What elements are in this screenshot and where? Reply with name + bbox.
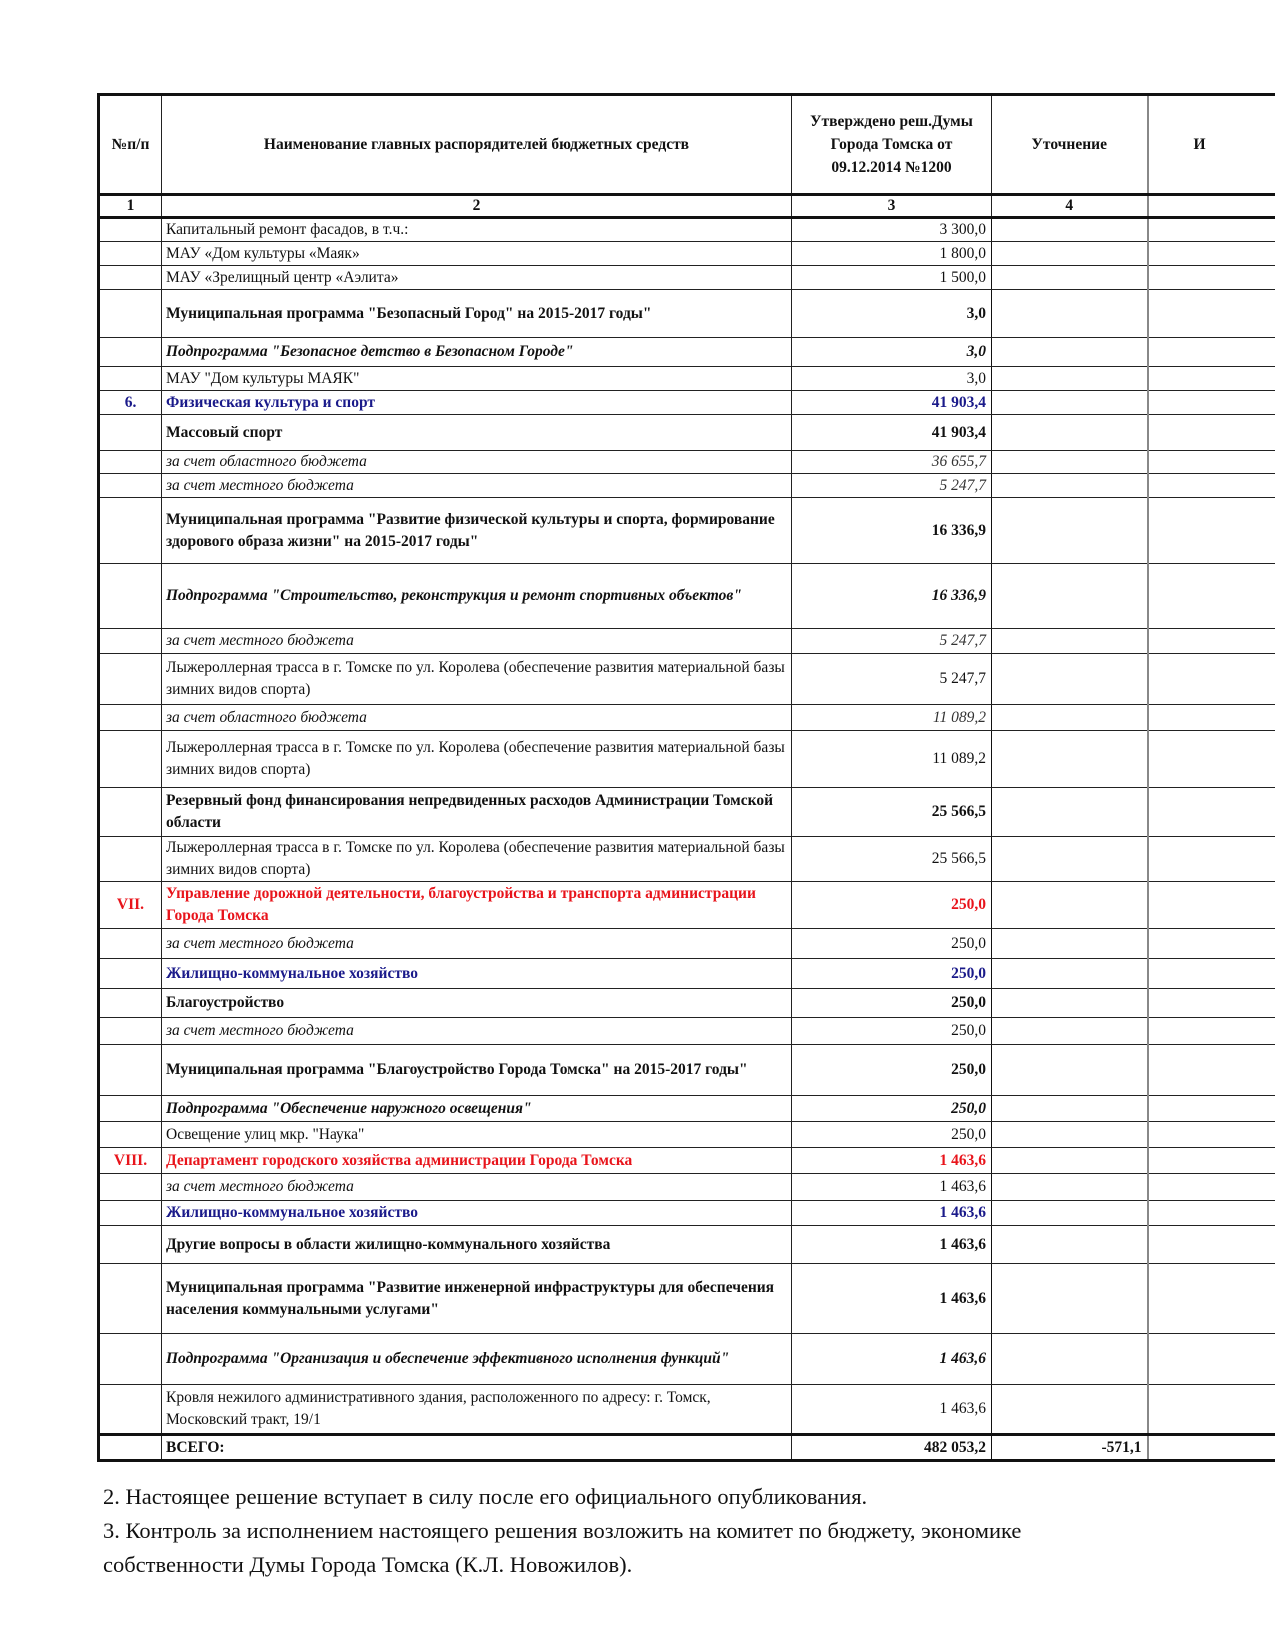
- row-name: Подпрограмма "Организация и обеспечение эффективного исполнения функций": [162, 1334, 792, 1385]
- row-total-value: [1148, 989, 1275, 1018]
- column-number: 1: [99, 195, 162, 218]
- row-number: [99, 1226, 162, 1264]
- row-refinement-value: [992, 338, 1148, 367]
- row-name: Лыжероллерная трасса в г. Томске по ул. Королева (обеспечение развития материальной базы зимних видов спорта): [162, 837, 792, 882]
- row-refinement-value: [992, 498, 1148, 564]
- row-number: [99, 837, 162, 882]
- table-row: [99, 989, 1275, 1018]
- row-number: [99, 451, 162, 474]
- row-approved-value: 11 089,2: [792, 705, 992, 731]
- row-refinement-value: [992, 1226, 1148, 1264]
- table-row: [99, 564, 1275, 629]
- row-total-value: [1148, 242, 1275, 266]
- row-total-value: [1148, 218, 1275, 242]
- row-refinement-value: [992, 1045, 1148, 1096]
- row-approved-value: 1 500,0: [792, 266, 992, 290]
- row-approved-value: 41 903,4: [792, 415, 992, 451]
- row-approved-value: 1 800,0: [792, 242, 992, 266]
- table-row: [99, 451, 1275, 474]
- header-refinement: Уточнение: [992, 95, 1148, 195]
- row-approved-value: 11 089,2: [792, 731, 992, 788]
- row-name: Резервный фонд финансирования непредвиденных расходов Администрации Томской области: [162, 788, 792, 837]
- row-number: [99, 1334, 162, 1385]
- row-refinement-value: [992, 218, 1148, 242]
- row-approved-value: 16 336,9: [792, 564, 992, 629]
- header-total-truncated: И: [1148, 95, 1275, 195]
- table-row: [99, 1045, 1275, 1096]
- row-refinement-value: [992, 929, 1148, 959]
- row-refinement-value: [992, 1122, 1148, 1148]
- row-approved-value: 250,0: [792, 929, 992, 959]
- table-row: [99, 882, 1275, 929]
- table-row: [99, 1174, 1275, 1201]
- row-number: [99, 415, 162, 451]
- footer-paragraph-2: 2. Настоящее решение вступает в силу после его официального опубликования.: [103, 1484, 868, 1509]
- column-number: [1148, 195, 1275, 218]
- row-number: [99, 290, 162, 338]
- row-total-value: [1148, 367, 1275, 391]
- table-row: [99, 1264, 1275, 1334]
- table-row: [99, 929, 1275, 959]
- row-refinement-value: [992, 451, 1148, 474]
- row-number: [99, 266, 162, 290]
- row-total-value: [1148, 564, 1275, 629]
- row-name: Лыжероллерная трасса в г. Томске по ул. Королева (обеспечение развития материальной базы зимних видов спорта): [162, 654, 792, 705]
- row-refinement-value: [992, 731, 1148, 788]
- total-approved: 482 053,2: [792, 1435, 992, 1461]
- row-approved-value: 250,0: [792, 1122, 992, 1148]
- column-number: 2: [162, 195, 792, 218]
- table-row: [99, 367, 1275, 391]
- row-refinement-value: [992, 242, 1148, 266]
- row-refinement-value: [992, 629, 1148, 654]
- row-name: за счет местного бюджета: [162, 629, 792, 654]
- table-row: [99, 1122, 1275, 1148]
- row-name: за счет местного бюджета: [162, 929, 792, 959]
- row-total-value: [1148, 266, 1275, 290]
- row-number: [99, 1045, 162, 1096]
- row-approved-value: 250,0: [792, 989, 992, 1018]
- row-approved-value: 5 247,7: [792, 629, 992, 654]
- row-number: [99, 1122, 162, 1148]
- row-name: МАУ «Дом культуры «Маяк»: [162, 242, 792, 266]
- row-refinement-value: [992, 367, 1148, 391]
- row-number: [99, 1201, 162, 1226]
- row-number: [99, 788, 162, 837]
- table-row: [99, 218, 1275, 242]
- column-number-row: [99, 195, 1275, 218]
- row-number: [99, 367, 162, 391]
- row-number: [99, 1264, 162, 1334]
- row-number: [99, 498, 162, 564]
- table-row: [99, 266, 1275, 290]
- footer-paragraph-3-continuation: собственности Думы Города Томска (К.Л. Новожилов).: [103, 1552, 633, 1577]
- table-row: [99, 498, 1275, 564]
- row-refinement-value: [992, 705, 1148, 731]
- row-refinement-value: [992, 882, 1148, 929]
- table-row: [99, 338, 1275, 367]
- table-row: [99, 629, 1275, 654]
- row-name: Подпрограмма "Обеспечение наружного освещения": [162, 1096, 792, 1122]
- row-name: Капитальный ремонт фасадов, в т.ч.:: [162, 218, 792, 242]
- row-refinement-value: [992, 474, 1148, 498]
- total-number: [99, 1435, 162, 1461]
- row-number: 6.: [99, 391, 162, 415]
- row-refinement-value: [992, 989, 1148, 1018]
- row-number: [99, 1174, 162, 1201]
- row-approved-value: 250,0: [792, 1045, 992, 1096]
- row-approved-value: 3,0: [792, 338, 992, 367]
- row-number: [99, 1385, 162, 1435]
- row-approved-value: 36 655,7: [792, 451, 992, 474]
- row-total-value: [1148, 474, 1275, 498]
- table-row: [99, 1226, 1275, 1264]
- row-total-value: [1148, 338, 1275, 367]
- row-number: VII.: [99, 882, 162, 929]
- row-refinement-value: [992, 1264, 1148, 1334]
- row-total-value: [1148, 1334, 1275, 1385]
- row-total-value: [1148, 837, 1275, 882]
- row-approved-value: 250,0: [792, 959, 992, 989]
- table-row: [99, 788, 1275, 837]
- row-refinement-value: [992, 654, 1148, 705]
- budget-table: [97, 93, 1275, 1462]
- row-approved-value: 25 566,5: [792, 788, 992, 837]
- row-total-value: [1148, 415, 1275, 451]
- row-total-value: [1148, 1122, 1275, 1148]
- row-refinement-value: [992, 266, 1148, 290]
- table-row: [99, 959, 1275, 989]
- row-approved-value: 1 463,6: [792, 1201, 992, 1226]
- row-total-value: [1148, 788, 1275, 837]
- row-refinement-value: [992, 837, 1148, 882]
- row-approved-value: 250,0: [792, 1018, 992, 1045]
- row-name: Благоустройство: [162, 989, 792, 1018]
- total-row: [99, 1435, 1275, 1461]
- table-row: [99, 474, 1275, 498]
- row-number: [99, 731, 162, 788]
- row-approved-value: 25 566,5: [792, 837, 992, 882]
- row-refinement-value: [992, 415, 1148, 451]
- table-row: [99, 1334, 1275, 1385]
- row-name: Подпрограмма "Безопасное детство в Безопасном Городе": [162, 338, 792, 367]
- row-approved-value: 3 300,0: [792, 218, 992, 242]
- row-refinement-value: [992, 1174, 1148, 1201]
- row-number: [99, 989, 162, 1018]
- row-number: [99, 474, 162, 498]
- total-label: ВСЕГО:: [162, 1435, 792, 1461]
- column-number: 3: [792, 195, 992, 218]
- header-approved: Утверждено реш.Думы Города Томска от 09.12.2014 №1200: [792, 95, 992, 195]
- table-body: [99, 218, 1275, 1461]
- table-row: [99, 391, 1275, 415]
- table-row: [99, 1201, 1275, 1226]
- row-approved-value: 41 903,4: [792, 391, 992, 415]
- row-approved-value: 5 247,7: [792, 474, 992, 498]
- row-approved-value: 3,0: [792, 290, 992, 338]
- table-row: [99, 1148, 1275, 1174]
- table-row: [99, 290, 1275, 338]
- row-name: Физическая культура и спорт: [162, 391, 792, 415]
- table-row: [99, 1096, 1275, 1122]
- row-name: Подпрограмма "Строительство, реконструкция и ремонт спортивных объектов": [162, 564, 792, 629]
- row-total-value: [1148, 1226, 1275, 1264]
- row-approved-value: 250,0: [792, 882, 992, 929]
- row-name: Лыжероллерная трасса в г. Томске по ул. Королева (обеспечение развития материальной базы зимних видов спорта): [162, 731, 792, 788]
- row-name: Освещение улиц мкр. "Наука": [162, 1122, 792, 1148]
- row-number: [99, 959, 162, 989]
- row-name: за счет областного бюджета: [162, 705, 792, 731]
- row-refinement-value: [992, 1096, 1148, 1122]
- table-header-row: [99, 95, 1275, 195]
- row-total-value: [1148, 1096, 1275, 1122]
- row-refinement-value: [992, 1148, 1148, 1174]
- row-approved-value: 3,0: [792, 367, 992, 391]
- row-number: [99, 1018, 162, 1045]
- row-name: Муниципальная программа "Безопасный Город" на 2015-2017 годы": [162, 290, 792, 338]
- row-refinement-value: [992, 564, 1148, 629]
- row-number: [99, 629, 162, 654]
- row-name: за счет местного бюджета: [162, 1174, 792, 1201]
- row-name: Другие вопросы в области жилищно-коммунального хозяйства: [162, 1226, 792, 1264]
- row-approved-value: 1 463,6: [792, 1264, 992, 1334]
- table-row: [99, 731, 1275, 788]
- row-total-value: [1148, 705, 1275, 731]
- total-sum: [1148, 1435, 1275, 1461]
- row-approved-value: 250,0: [792, 1096, 992, 1122]
- row-name: МАУ «Зрелищный центр «Аэлита»: [162, 266, 792, 290]
- row-approved-value: 1 463,6: [792, 1334, 992, 1385]
- row-number: [99, 654, 162, 705]
- table-row: [99, 1385, 1275, 1435]
- row-refinement-value: [992, 1334, 1148, 1385]
- row-total-value: [1148, 1018, 1275, 1045]
- row-total-value: [1148, 391, 1275, 415]
- row-total-value: [1148, 498, 1275, 564]
- table-row: [99, 705, 1275, 731]
- row-number: [99, 218, 162, 242]
- row-total-value: [1148, 654, 1275, 705]
- total-refinement: -571,1: [992, 1435, 1148, 1461]
- row-name: за счет местного бюджета: [162, 474, 792, 498]
- table-row: [99, 242, 1275, 266]
- row-name: за счет областного бюджета: [162, 451, 792, 474]
- row-total-value: [1148, 1148, 1275, 1174]
- row-name: Муниципальная программа "Развитие инженерной инфраструктуры для обеспечения населения коммунальными услугами": [162, 1264, 792, 1334]
- table-row: [99, 837, 1275, 882]
- row-number: [99, 705, 162, 731]
- row-number: [99, 338, 162, 367]
- row-refinement-value: [992, 1201, 1148, 1226]
- row-total-value: [1148, 731, 1275, 788]
- row-name: за счет местного бюджета: [162, 1018, 792, 1045]
- row-approved-value: 1 463,6: [792, 1226, 992, 1264]
- row-number: VIII.: [99, 1148, 162, 1174]
- footer-paragraph-3: 3. Контроль за исполнением настоящего решения возложить на комитет по бюджету, экономике: [103, 1518, 1022, 1543]
- row-number: [99, 242, 162, 266]
- row-total-value: [1148, 629, 1275, 654]
- row-refinement-value: [992, 1385, 1148, 1435]
- row-name: Управление дорожной деятельности, благоустройства и транспорта администрации Города Томска: [162, 882, 792, 929]
- row-total-value: [1148, 959, 1275, 989]
- row-number: [99, 1096, 162, 1122]
- header-number: №п/п: [99, 95, 162, 195]
- row-approved-value: 1 463,6: [792, 1385, 992, 1435]
- row-total-value: [1148, 1385, 1275, 1435]
- header-name: Наименование главных распорядителей бюджетных средств: [162, 95, 792, 195]
- row-name: Муниципальная программа "Благоустройство Города Томска" на 2015-2017 годы": [162, 1045, 792, 1096]
- row-total-value: [1148, 451, 1275, 474]
- row-approved-value: 1 463,6: [792, 1148, 992, 1174]
- row-name: Жилищно-коммунальное хозяйство: [162, 1201, 792, 1226]
- row-approved-value: 5 247,7: [792, 654, 992, 705]
- row-total-value: [1148, 1045, 1275, 1096]
- row-number: [99, 929, 162, 959]
- row-name: Жилищно-коммунальное хозяйство: [162, 959, 792, 989]
- row-refinement-value: [992, 391, 1148, 415]
- row-refinement-value: [992, 1018, 1148, 1045]
- row-refinement-value: [992, 290, 1148, 338]
- table-row: [99, 654, 1275, 705]
- row-approved-value: 1 463,6: [792, 1174, 992, 1201]
- row-name: Департамент городского хозяйства администрации Города Томска: [162, 1148, 792, 1174]
- row-total-value: [1148, 882, 1275, 929]
- row-approved-value: 16 336,9: [792, 498, 992, 564]
- row-refinement-value: [992, 959, 1148, 989]
- row-number: [99, 564, 162, 629]
- row-refinement-value: [992, 788, 1148, 837]
- row-name: МАУ "Дом культуры МАЯК": [162, 367, 792, 391]
- row-name: Кровля нежилого административного здания, расположенного по адресу: г. Томск, Московский тракт, 19/1: [162, 1385, 792, 1435]
- row-total-value: [1148, 1174, 1275, 1201]
- table-row: [99, 415, 1275, 451]
- row-total-value: [1148, 1201, 1275, 1226]
- row-name: Массовый спорт: [162, 415, 792, 451]
- column-number: 4: [992, 195, 1148, 218]
- table-row: [99, 1018, 1275, 1045]
- row-total-value: [1148, 1264, 1275, 1334]
- row-total-value: [1148, 929, 1275, 959]
- row-name: Муниципальная программа "Развитие физической культуры и спорта, формирование здорового образа жизни" на 2015-2017 годы": [162, 498, 792, 564]
- row-total-value: [1148, 290, 1275, 338]
